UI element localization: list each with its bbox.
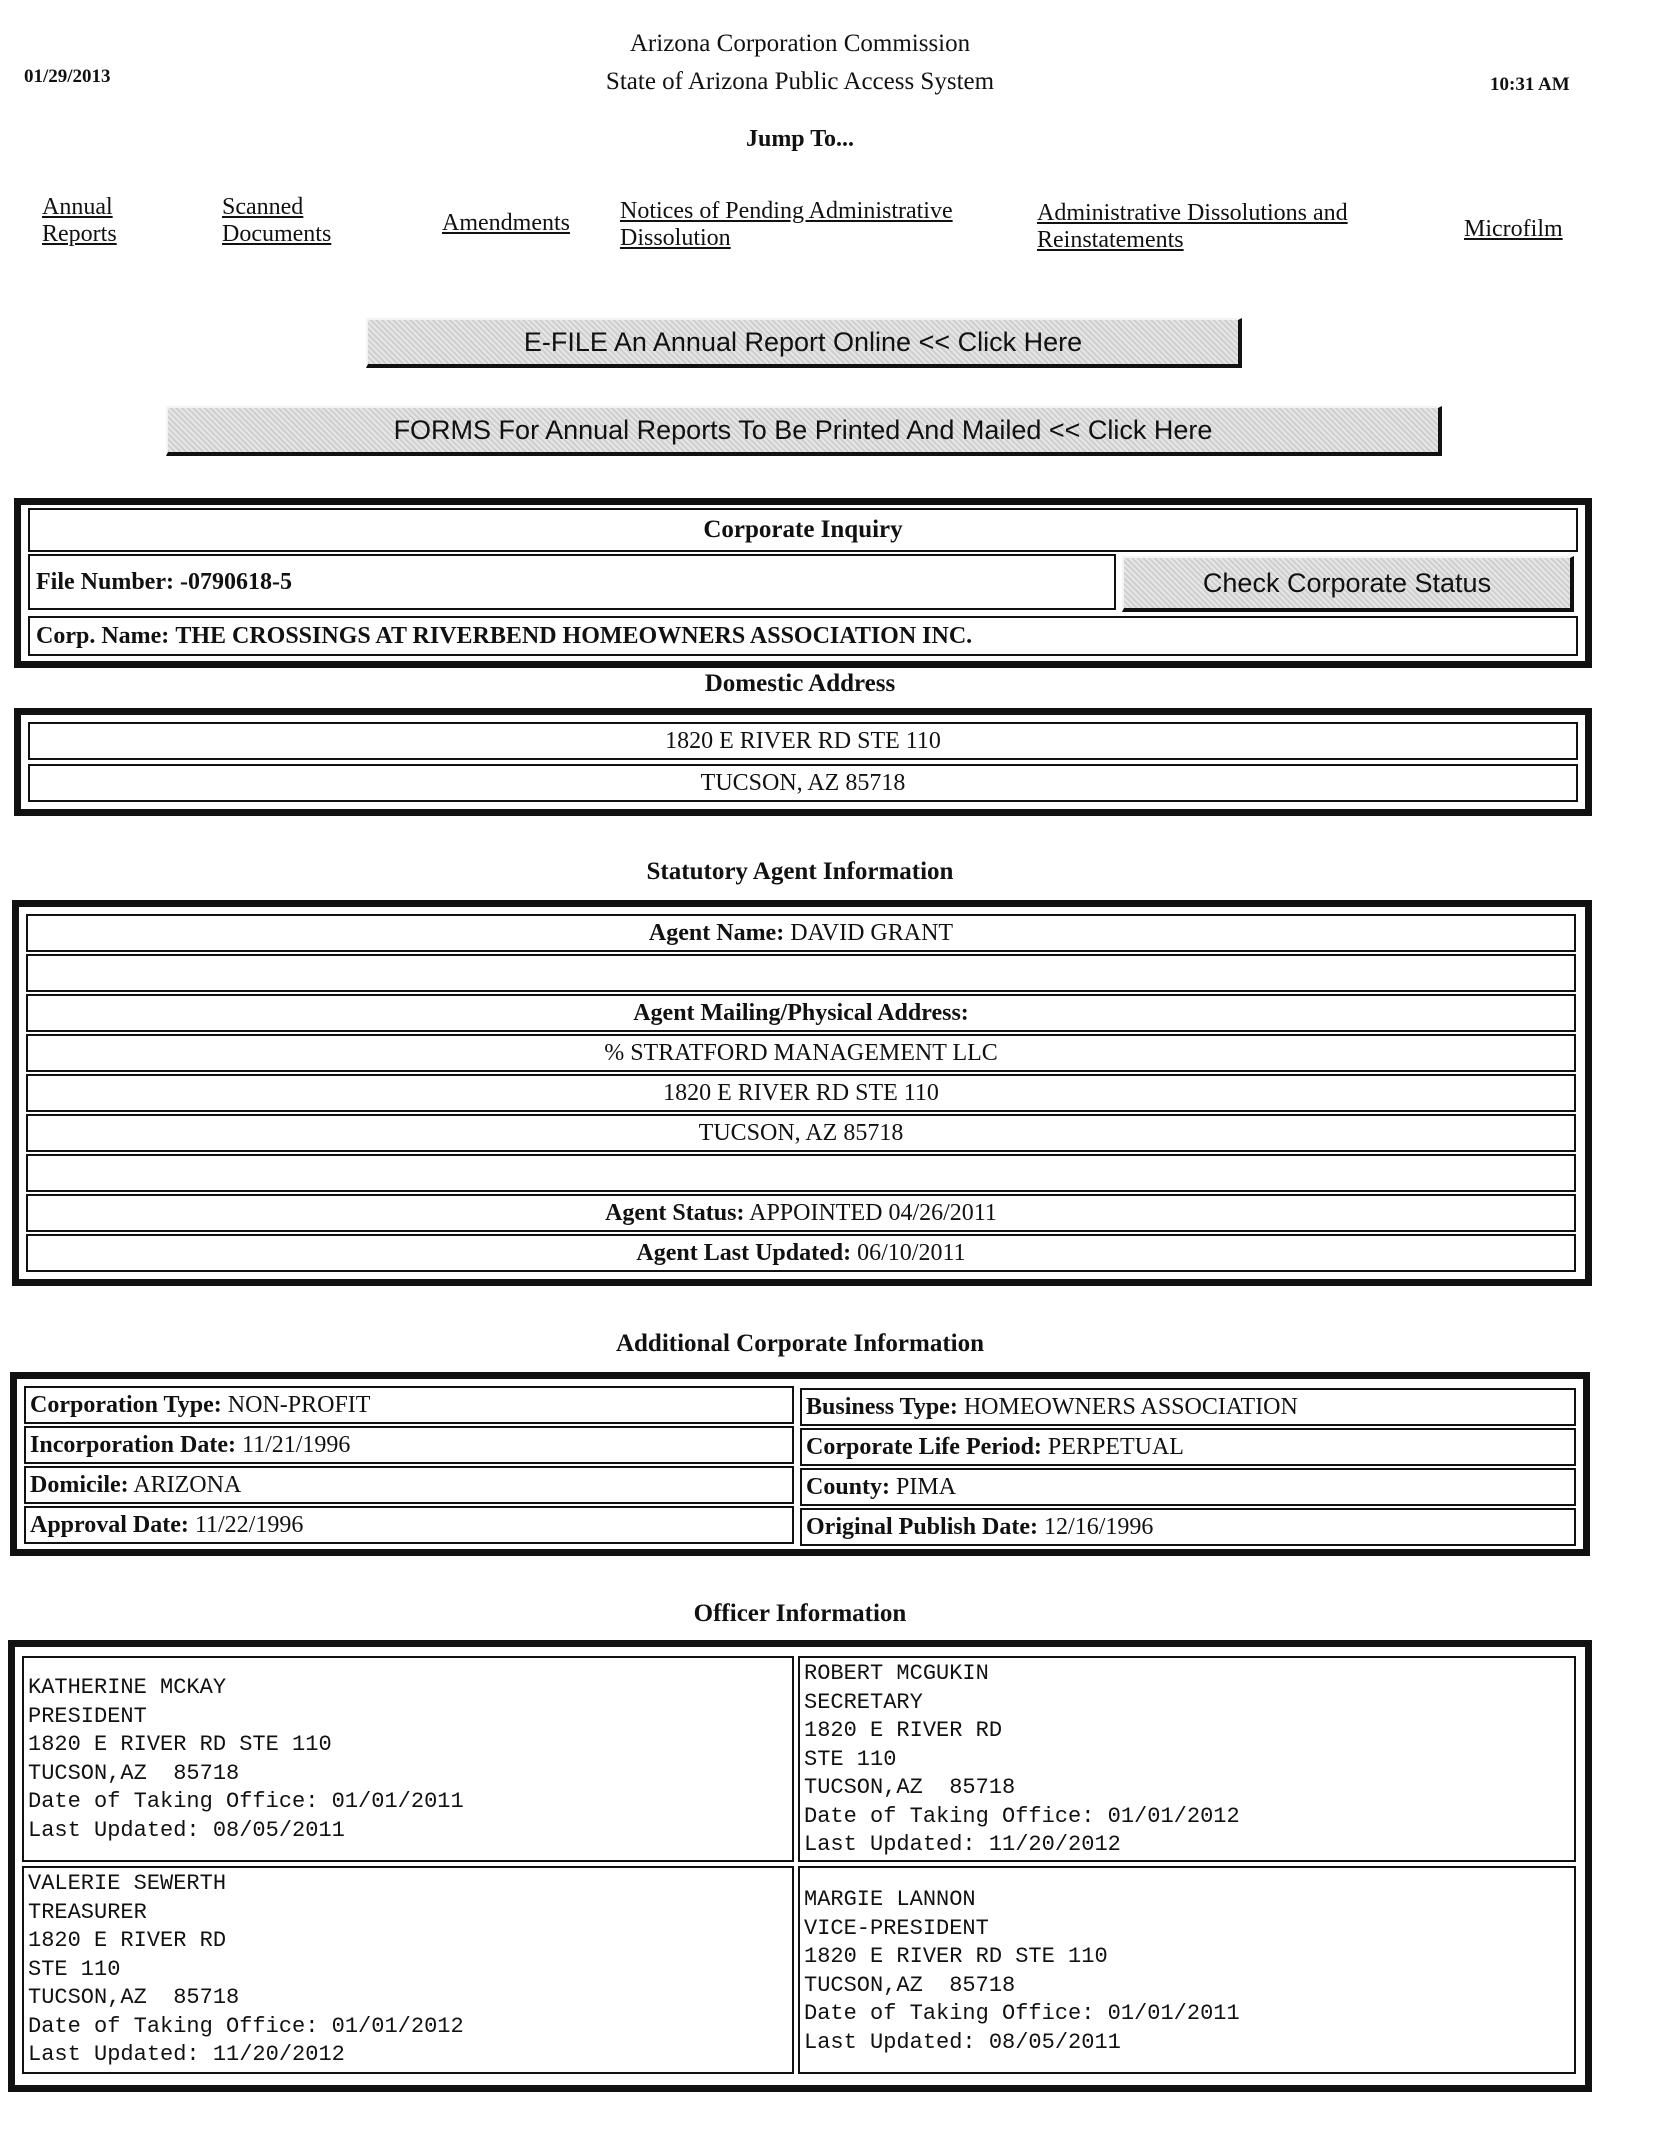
file-number-row [28, 554, 1116, 610]
page-title: Arizona Corporation Commission [629, 30, 971, 57]
officer-cell-4 [798, 1866, 1576, 2074]
agent-name-row [26, 914, 1576, 952]
corp-name-value: THE CROSSINGS AT RIVERBEND HOMEOWNERS ASSOCIATION INC. [175, 623, 973, 649]
agent-address-line2: 1820 E RIVER RD STE 110 [26, 1074, 1576, 1112]
domicile-value: ARIZONA [133, 1472, 242, 1498]
officer-cell-3 [22, 1866, 794, 2074]
nav-amendments[interactable]: Amendments [442, 210, 570, 236]
domicile-label: Domicile: [30, 1472, 129, 1498]
forms-annual-reports-button[interactable]: FORMS For Annual Reports To Be Printed And Mailed << Click Here [166, 406, 1442, 456]
file-number-value: -0790618-5 [179, 569, 292, 595]
agent-status-value: APPOINTED 04/26/2011 [749, 1200, 997, 1226]
agent-name-label: Agent Name: [648, 920, 785, 946]
nav-microfilm[interactable]: Microfilm [1464, 216, 1563, 242]
corporate-inquiry-title: Corporate Inquiry [28, 508, 1578, 552]
county-value: PIMA [896, 1474, 957, 1500]
nav-notices-pending-dissolution[interactable] [620, 198, 953, 252]
nav-admin-dissolutions[interactable] [1037, 200, 1348, 254]
life-period-cell [800, 1428, 1576, 1466]
nav-notices-line1[interactable]: Notices of Pending Administrative [620, 198, 953, 224]
nav-annual-reports[interactable] [42, 194, 117, 248]
nav-admin-dissolutions-line2[interactable]: Reinstatements [1037, 227, 1184, 253]
approval-date-label: Approval Date: [30, 1512, 189, 1538]
county-label: County: [806, 1474, 891, 1500]
publish-date-cell [800, 1508, 1576, 1546]
life-period-label: Corporate Life Period: [806, 1434, 1042, 1460]
corp-name-label: Corp. Name: [36, 623, 170, 649]
agent-last-updated-value: 06/10/2011 [857, 1240, 966, 1266]
corp-type-cell [24, 1386, 794, 1424]
statutory-agent-title: Statutory Agent Information [646, 858, 954, 885]
agent-address-line1: % STRATFORD MANAGEMENT LLC [26, 1034, 1576, 1072]
county-cell [800, 1468, 1576, 1506]
agent-last-updated-label: Agent Last Updated: [636, 1240, 852, 1266]
domestic-address-line2: TUCSON, AZ 85718 [28, 764, 1578, 802]
agent-last-updated-row [26, 1234, 1576, 1272]
agent-status-label: Agent Status: [605, 1200, 745, 1226]
jump-to-label: Jump To... [745, 126, 855, 152]
nav-admin-dissolutions-line1[interactable]: Administrative Dissolutions and [1037, 200, 1348, 226]
print-time: 10:31 AM [1490, 74, 1570, 95]
business-type-value: HOMEOWNERS ASSOCIATION [963, 1394, 1298, 1420]
efile-annual-report-button[interactable]: E-FILE An Annual Report Online << Click Here [366, 318, 1242, 368]
domicile-cell [24, 1466, 794, 1504]
corp-name-row [28, 616, 1578, 656]
officer-2-details: ROBERT MCGUKIN SECRETARY 1820 E RIVER RD STE 110 TUCSON,AZ 85718 Date of Taking Office: 01/01/2012 Last Updated: 11/20/2012 [804, 1661, 1240, 1857]
life-period-value: PERPETUAL [1047, 1434, 1184, 1460]
nav-scanned-documents[interactable] [222, 194, 331, 248]
approval-date-value: 11/22/1996 [194, 1512, 304, 1538]
page-subtitle: State of Arizona Public Access System [605, 68, 995, 95]
domestic-address-line1: 1820 E RIVER RD STE 110 [28, 722, 1578, 760]
approval-date-cell [24, 1506, 794, 1544]
check-corporate-status-button[interactable]: Check Corporate Status [1122, 556, 1574, 612]
business-type-label: Business Type: [806, 1394, 958, 1420]
officer-3-details: VALERIE SEWERTH TREASURER 1820 E RIVER RD STE 110 TUCSON,AZ 85718 Date of Taking Office: 01/01/2012 Last Updated: 11/20/2012 [28, 1871, 464, 2067]
nav-annual-reports-line1[interactable]: Annual [42, 194, 113, 220]
file-number-label: File Number: [36, 569, 174, 595]
nav-annual-reports-line2[interactable]: Reports [42, 221, 117, 247]
officer-cell-2 [798, 1656, 1576, 1862]
publish-date-value: 12/16/1996 [1044, 1514, 1154, 1540]
nav-scanned-documents-line2[interactable]: Documents [222, 221, 332, 247]
agent-empty-row [26, 954, 1576, 992]
print-date: 01/29/2013 [24, 66, 111, 87]
corp-type-value: NON-PROFIT [227, 1392, 371, 1418]
officer-1-details: KATHERINE MCKAY PRESIDENT 1820 E RIVER RD STE 110 TUCSON,AZ 85718 Date of Taking Office: 01/01/2011 Last Updated: 08/05/2011 [28, 1675, 464, 1843]
inc-date-label: Incorporation Date: [30, 1432, 236, 1458]
publish-date-label: Original Publish Date: [806, 1514, 1039, 1540]
nav-scanned-documents-line1[interactable]: Scanned [222, 194, 304, 220]
agent-empty-row-2 [26, 1154, 1576, 1192]
agent-name-value: DAVID GRANT [790, 920, 954, 946]
inc-date-value: 11/21/1996 [241, 1432, 351, 1458]
officer-info-title: Officer Information [693, 1600, 907, 1627]
business-type-cell [800, 1388, 1576, 1426]
agent-status-row [26, 1194, 1576, 1232]
additional-info-title: Additional Corporate Information [615, 1330, 985, 1357]
officer-4-details: MARGIE LANNON VICE-PRESIDENT 1820 E RIVER RD STE 110 TUCSON,AZ 85718 Date of Taking Office: 01/01/2011 Last Updated: 08/05/2011 [804, 1887, 1240, 2055]
nav-notices-line2[interactable]: Dissolution [620, 225, 731, 251]
agent-mailing-label: Agent Mailing/Physical Address: [26, 994, 1576, 1032]
domestic-address-title: Domestic Address [704, 670, 896, 697]
officer-cell-1 [22, 1656, 794, 1862]
agent-address-line3: TUCSON, AZ 85718 [26, 1114, 1576, 1152]
inc-date-cell [24, 1426, 794, 1464]
corp-type-label: Corporation Type: [30, 1392, 222, 1418]
